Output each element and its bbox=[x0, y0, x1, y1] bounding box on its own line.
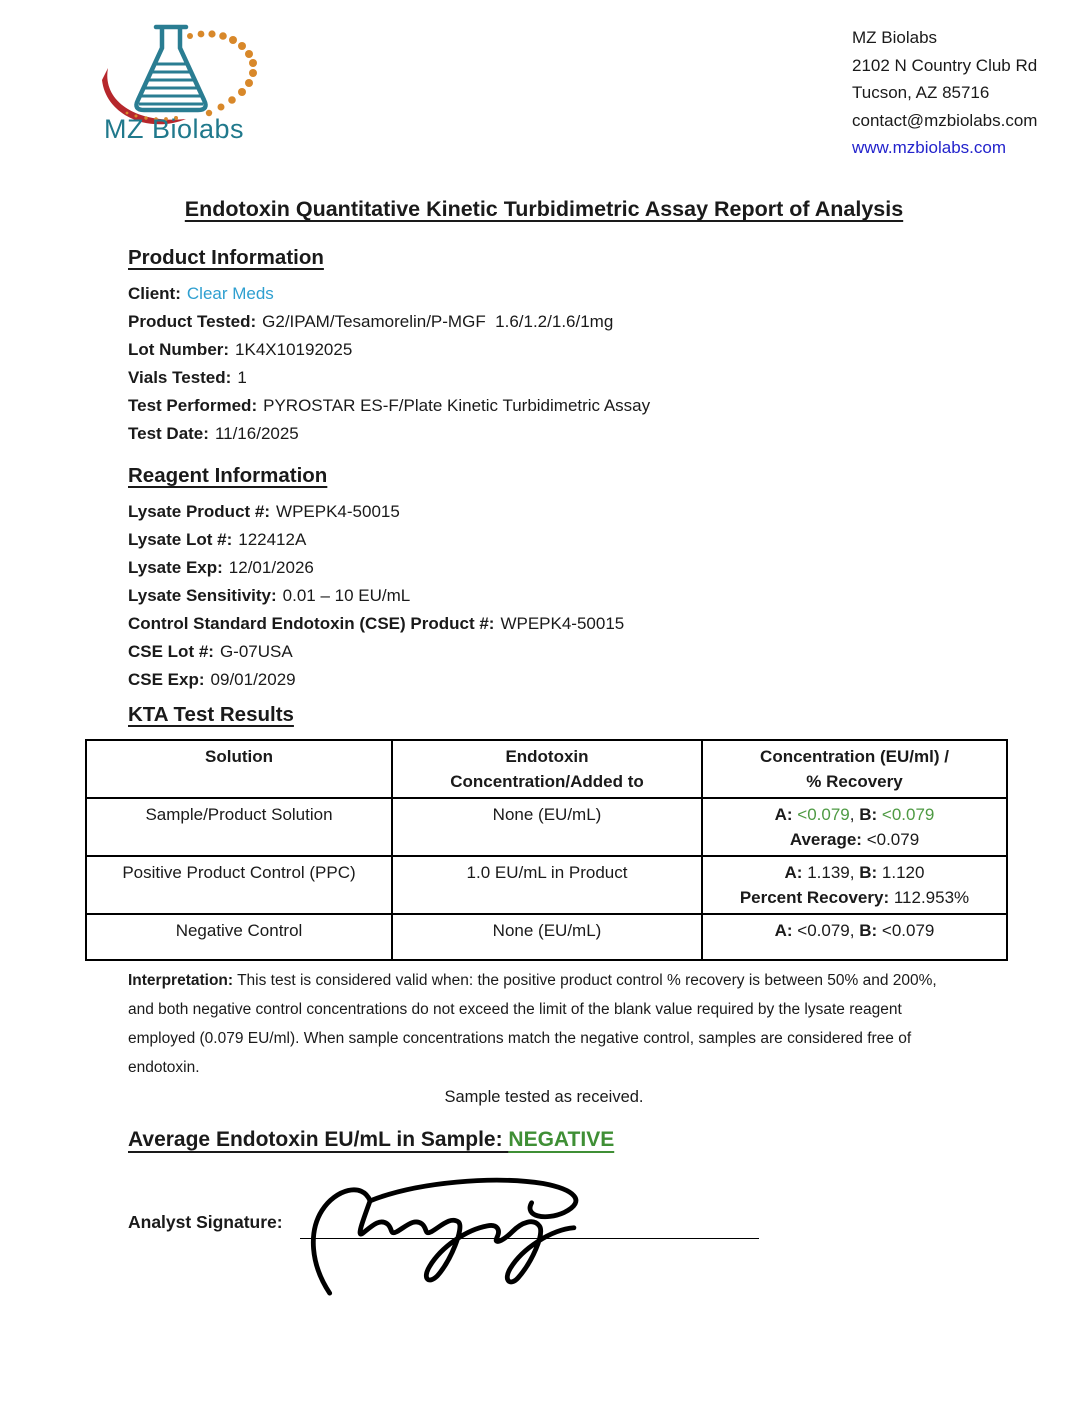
field-lysate-sensitivity bbox=[128, 582, 624, 610]
analyst-signature-label: Analyst Signature: bbox=[128, 1212, 283, 1232]
result-summary bbox=[128, 1128, 614, 1152]
sample-note: Sample tested as received. bbox=[444, 1088, 644, 1106]
field-cse-product-label: Control Standard Endotoxin (CSE) Product #: bbox=[128, 614, 495, 633]
field-test-date bbox=[128, 420, 650, 448]
product-information-heading: Product Information bbox=[128, 246, 324, 269]
cell-ppc-ab bbox=[707, 860, 1002, 885]
field-lysate-exp bbox=[128, 554, 624, 582]
report-title: Endotoxin Quantitative Kinetic Turbidimetric Assay Report of Analysis bbox=[184, 197, 904, 221]
company-name: MZ Biolabs bbox=[852, 28, 938, 47]
address-block bbox=[852, 24, 1037, 162]
company-website-link[interactable]: www.mzbiolabs.com bbox=[852, 138, 1006, 157]
field-lot-number-label: Lot Number: bbox=[128, 340, 230, 359]
result-summary-label: Average Endotoxin EU/mL in Sample: bbox=[128, 1128, 509, 1151]
field-test-date-label: Test Date: bbox=[128, 424, 209, 443]
column-header-endotoxin-line1: Endotoxin bbox=[505, 747, 589, 766]
cell-negative-ab bbox=[707, 918, 1002, 943]
interpretation-label: Interpretation: bbox=[128, 972, 234, 989]
a-value: <0.079 bbox=[797, 921, 850, 940]
field-product-tested-value: G2/IPAM/Tesamorelin/P-MGF 1.6/1.2/1.6/1mg bbox=[262, 312, 614, 331]
results-header-row bbox=[86, 740, 1007, 798]
flask-outline bbox=[136, 27, 205, 110]
b-label: B: bbox=[859, 805, 878, 824]
field-lysate-exp-label: Lysate Exp: bbox=[128, 558, 223, 577]
value-separator: , bbox=[849, 921, 860, 940]
cell-negative-solution: Negative Control bbox=[86, 914, 392, 960]
field-lysate-sensitivity-label: Lysate Sensitivity: bbox=[128, 586, 277, 605]
company-email: contact@mzbiolabs.com bbox=[852, 110, 1038, 130]
column-header-concentration-line1: Concentration (EU/ml) / bbox=[760, 747, 949, 766]
cell-negative-added: None (EU/mL) bbox=[392, 914, 702, 960]
field-vials-tested-value: 1 bbox=[237, 368, 247, 387]
company-city: Tucson, AZ 85716 bbox=[852, 83, 990, 102]
b-value: 1.120 bbox=[881, 863, 925, 882]
a-label: A: bbox=[784, 863, 803, 882]
field-lysate-product bbox=[128, 498, 624, 526]
field-lysate-lot bbox=[128, 526, 624, 554]
field-cse-exp-label: CSE Exp: bbox=[128, 670, 205, 689]
percent-recovery-label: Percent Recovery: bbox=[739, 888, 890, 907]
b-value: <0.079 bbox=[881, 805, 935, 824]
field-cse-lot bbox=[128, 638, 624, 666]
kta-test-results-heading: KTA Test Results bbox=[128, 703, 294, 726]
field-vials-tested-label: Vials Tested: bbox=[128, 368, 232, 387]
value-separator: , bbox=[849, 805, 860, 824]
average-value: <0.079 bbox=[866, 830, 920, 849]
field-client-label: Client: bbox=[128, 284, 181, 303]
cell-sample-solution: Sample/Product Solution bbox=[86, 798, 392, 856]
b-value: <0.079 bbox=[881, 921, 935, 940]
reagent-information-heading: Reagent Information bbox=[128, 464, 328, 487]
column-header-concentration-line2: % Recovery bbox=[806, 772, 903, 791]
negative-result-value: NEGATIVE bbox=[508, 1128, 615, 1151]
b-label: B: bbox=[859, 921, 878, 940]
column-header-endotoxin bbox=[392, 740, 702, 798]
field-cse-lot-value: G-07USA bbox=[219, 642, 293, 661]
interpretation-paragraph bbox=[128, 966, 964, 1082]
field-test-performed-label: Test Performed: bbox=[128, 396, 258, 415]
cell-sample-average bbox=[707, 827, 1002, 852]
field-lysate-exp-value: 12/01/2026 bbox=[228, 558, 314, 577]
table-row-negative-control bbox=[86, 914, 1007, 960]
column-header-endotoxin-line2: Concentration/Added to bbox=[450, 772, 644, 791]
cell-ppc-solution: Positive Product Control (PPC) bbox=[86, 856, 392, 914]
percent-recovery-value: 112.953% bbox=[893, 888, 970, 907]
field-cse-exp-value: 09/01/2029 bbox=[210, 670, 296, 689]
field-test-performed bbox=[128, 392, 650, 420]
b-label: B: bbox=[859, 863, 878, 882]
field-lot-number-value: 1K4X10192025 bbox=[235, 340, 353, 359]
field-test-date-value: 11/16/2025 bbox=[214, 424, 299, 443]
field-client bbox=[128, 280, 650, 308]
logo-text: MZ Biolabs bbox=[104, 114, 245, 144]
column-header-concentration bbox=[702, 740, 1007, 798]
field-test-performed-value: PYROSTAR ES-F/Plate Kinetic Turbidimetric Assay bbox=[263, 396, 651, 415]
field-client-value: Clear Meds bbox=[186, 284, 274, 303]
a-label: A: bbox=[774, 921, 793, 940]
analyst-signature-image bbox=[272, 1172, 622, 1297]
a-value: <0.079 bbox=[797, 805, 850, 824]
flask-stripes bbox=[139, 64, 203, 104]
field-cse-product-value: WPEPK4-50015 bbox=[500, 614, 625, 633]
cell-sample-result bbox=[702, 798, 1007, 856]
field-product-tested-label: Product Tested: bbox=[128, 312, 257, 331]
field-vials-tested bbox=[128, 364, 650, 392]
field-cse-product bbox=[128, 610, 624, 638]
cell-ppc-recovery bbox=[707, 885, 1002, 910]
table-row-sample bbox=[86, 798, 1007, 856]
product-information-section bbox=[128, 246, 650, 448]
interpretation-text: This test is considered valid when: the positive product control % recovery is between 50% and 200%, and both negative control concentrations do not exceed the limit of the blank value required by the lysate reagent employed (0.079 EU/ml). When sample concentrations match the negative control, samples are considered free of endotoxin. bbox=[128, 972, 937, 1076]
cell-sample-ab bbox=[707, 802, 1002, 827]
a-value: 1.139 bbox=[807, 863, 850, 882]
field-lysate-product-value: WPEPK4-50015 bbox=[276, 502, 400, 521]
cell-negative-result bbox=[702, 914, 1007, 960]
field-lysate-lot-value: 122412A bbox=[238, 530, 307, 549]
value-separator: , bbox=[849, 863, 860, 882]
cell-ppc-added: 1.0 EU/mL in Product bbox=[392, 856, 702, 914]
field-lot-number bbox=[128, 336, 650, 364]
field-cse-lot-label: CSE Lot #: bbox=[128, 642, 214, 661]
field-cse-exp bbox=[128, 666, 624, 694]
table-row-ppc bbox=[86, 856, 1007, 914]
average-label: Average: bbox=[789, 830, 862, 849]
cell-sample-added: None (EU/mL) bbox=[392, 798, 702, 856]
company-street: 2102 N Country Club Rd bbox=[852, 55, 1038, 75]
results-table bbox=[85, 739, 1008, 961]
column-header-solution: Solution bbox=[86, 740, 392, 798]
cell-ppc-result bbox=[702, 856, 1007, 914]
flask-logo-icon bbox=[98, 22, 258, 126]
reagent-information-section bbox=[128, 464, 624, 694]
field-lysate-sensitivity-value: 0.01 – 10 EU/mL bbox=[282, 586, 411, 605]
field-product-tested bbox=[128, 308, 650, 336]
field-lysate-lot-label: Lysate Lot #: bbox=[128, 530, 233, 549]
a-label: A: bbox=[774, 805, 793, 824]
field-lysate-product-label: Lysate Product #: bbox=[128, 502, 271, 521]
